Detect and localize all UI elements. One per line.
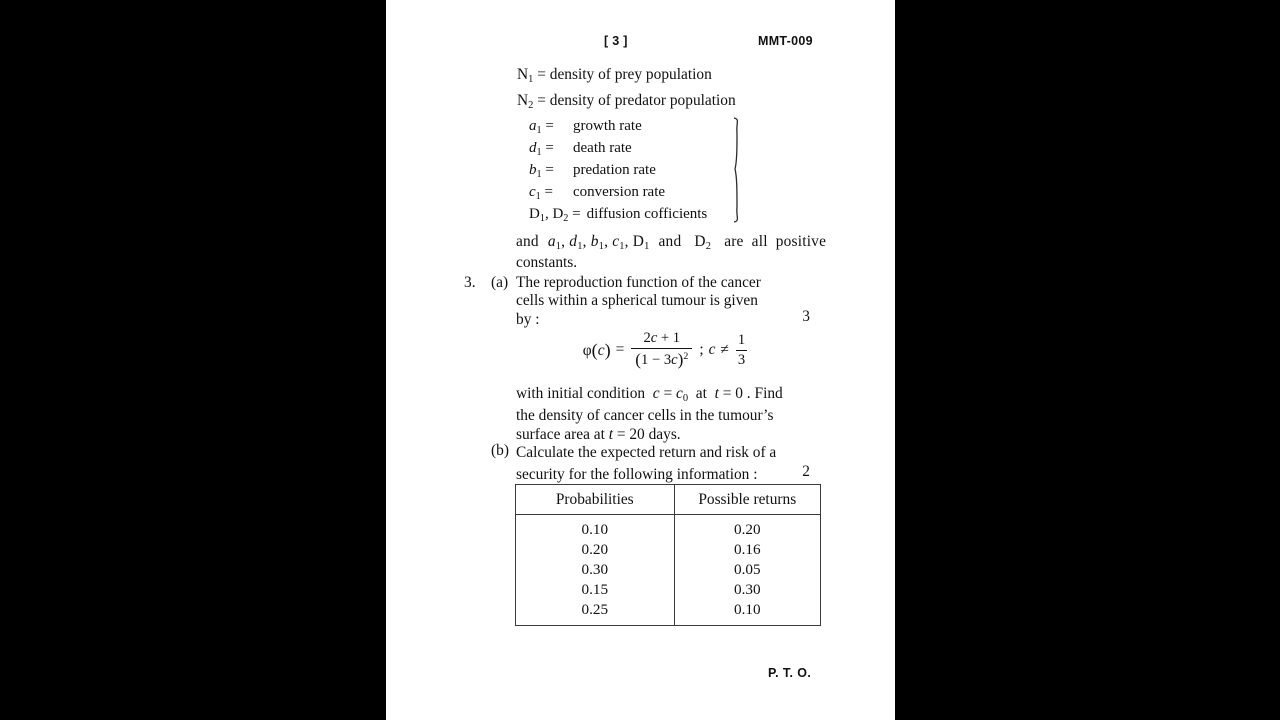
formula-condition-relation: ≠ [720, 341, 729, 358]
cell-return: 0.30 [674, 580, 820, 600]
definition-n2-text: density of predator population [549, 92, 736, 109]
parameter-row-growth-rate [529, 118, 642, 135]
formula-fraction [631, 330, 692, 370]
definition-n1 [517, 66, 712, 84]
continuation-line3: surface area at t = 20 days. [516, 426, 681, 443]
definition-n1-subscript: 1 [528, 73, 534, 85]
question-3b-line1: Calculate the expected return and risk of a [516, 444, 777, 461]
cell-return: 0.16 [674, 540, 820, 560]
formula-denominator: $(1 - 3c)^2$ [635, 350, 689, 369]
table-row [516, 515, 821, 541]
definition-n2-subscript: 2 [528, 99, 534, 111]
formula-lhs: φ(c) [582, 339, 611, 360]
question-3a-label: (a) [491, 274, 509, 291]
parameter-symbol: $d_1$ = [529, 140, 554, 158]
parameter-row-predation-rate [529, 162, 656, 179]
right-curly-brace-icon [732, 117, 746, 223]
question-number-3: 3. [464, 274, 476, 291]
formula-equals: = [615, 341, 625, 358]
continuation-line1: with initial condition $c = c_0$ at t = 0 . Find [516, 385, 783, 404]
formula-condition-var: c [708, 341, 716, 358]
question-3b-text [516, 442, 814, 485]
cell-probability: 0.10 [581, 521, 609, 538]
parameter-text: death rate [573, 140, 632, 156]
parameter-symbol: $a_1$ = [529, 118, 554, 136]
definition-n1-text: density of prey population [549, 66, 712, 83]
definition-n1-equals: = [537, 66, 546, 83]
parameter-row-death-rate [529, 140, 632, 157]
formula-numerator: 2c + 1 [643, 330, 681, 346]
cell-return: 0.05 [674, 560, 820, 580]
cell-probability: 0.20 [581, 541, 609, 558]
parameter-text: predation rate [573, 162, 656, 178]
table-row [516, 580, 821, 600]
question-3a-line3: by : [516, 310, 540, 328]
table-header-possible-returns: Possible returns [674, 485, 820, 515]
formula-condition-separator: ; [699, 341, 704, 358]
and-constants-line2: constants. [516, 254, 578, 271]
cell-probability: 0.25 [581, 601, 609, 618]
parameter-text: diffusion cofficients [586, 206, 708, 222]
definition-n2 [517, 92, 736, 110]
table-row [516, 600, 821, 626]
definition-n2-symbol: $N_2$ [517, 92, 534, 111]
reproduction-function-formula [516, 330, 816, 370]
question-3b-marks: 2 [802, 463, 810, 480]
question-3a-line2: cells within a spherical tumour is given [516, 292, 758, 310]
table-row [516, 540, 821, 560]
cell-return: 0.20 [674, 515, 820, 541]
question-3b-line2: security for the following information : [516, 465, 758, 483]
pto-footer: P. T. O. [768, 666, 812, 680]
cell-probability: 0.30 [581, 561, 609, 578]
cell-return: 0.10 [674, 600, 820, 626]
and-constants-line1: and $a_1$, $d_1$, $b_1$, $c_1$, $D_1$ and $D_2$ are all positive [516, 233, 827, 252]
document-page [386, 0, 895, 720]
parameter-row-diffusion-coefficients [529, 206, 707, 223]
question-3b-label: (b) [491, 442, 509, 459]
definition-n1-symbol: $N_1$ [517, 66, 534, 85]
page-header [386, 34, 895, 54]
page-number: [ 3 ] [604, 34, 628, 48]
table-header-probabilities: Probabilities [516, 485, 675, 515]
parameter-symbol: $b_1$ = [529, 162, 554, 180]
table-header-row [516, 485, 821, 515]
paper-code: MMT-009 [758, 34, 813, 48]
formula-condition-fraction [736, 332, 747, 369]
probabilities-returns-table [515, 484, 821, 626]
table-row [516, 560, 821, 580]
condition-denominator: 3 [737, 351, 746, 368]
question-3a-text [516, 274, 814, 329]
parameter-text: conversion rate [573, 184, 666, 200]
and-constants-paragraph [516, 231, 827, 273]
parameter-symbol: $c_1$ = [529, 184, 553, 202]
continuation-line2: the density of cancer cells in the tumour’s [516, 406, 774, 424]
condition-numerator: 1 [737, 331, 746, 348]
question-3a-continuation [516, 383, 814, 444]
definition-n2-equals: = [537, 92, 546, 109]
parameter-symbol: $D_1$, $D_2$ = [529, 206, 581, 224]
parameter-text: growth rate [573, 118, 642, 134]
question-3a-line1: The reproduction function of the cancer [516, 274, 761, 291]
question-3a-marks: 3 [802, 308, 810, 325]
parameter-row-conversion-rate [529, 184, 665, 201]
cell-probability: 0.15 [581, 581, 609, 598]
